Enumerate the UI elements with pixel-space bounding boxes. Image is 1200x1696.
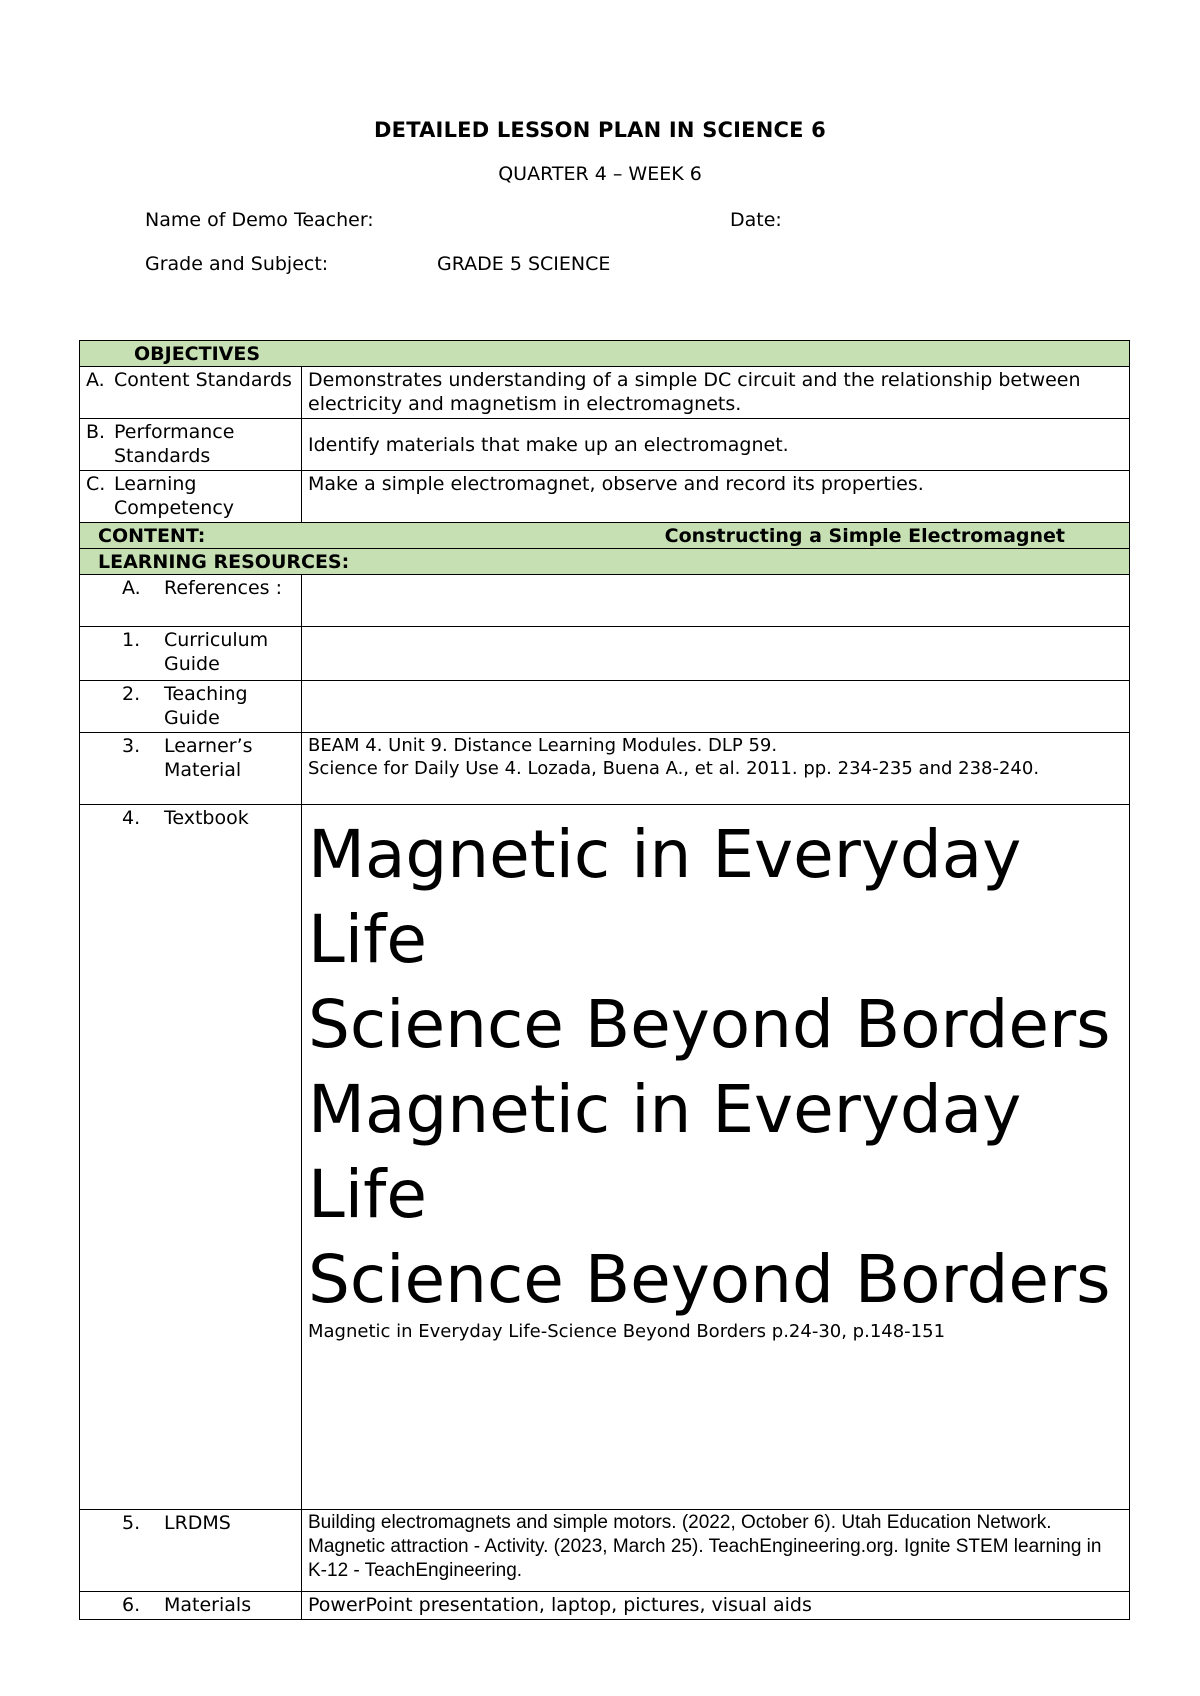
document-title: DETAILED LESSON PLAN IN SCIENCE 6 [374, 118, 826, 142]
objectives-header-row [80, 341, 1130, 367]
objective-key: A. [86, 369, 105, 391]
learners-material-key: 3. [122, 735, 141, 757]
materials-key: 6. [122, 1594, 141, 1616]
teaching-guide-label: Teaching Guide [164, 683, 248, 729]
objective-value: Identify materials that make up an electromagnet. [302, 419, 1130, 471]
objective-label-cell [80, 471, 302, 523]
teaching-guide-row [80, 681, 1130, 733]
objective-label-cell [80, 419, 302, 471]
textbook-row [80, 805, 1130, 1510]
curriculum-guide-label-cell [80, 627, 302, 681]
lrdms-label: LRDMS [164, 1512, 231, 1534]
objective-key: C. [86, 473, 106, 495]
learners-material-label-cell [80, 733, 302, 805]
objectives-heading: OBJECTIVES [80, 341, 1130, 367]
objective-value: Demonstrates understanding of a simple DC circuit and the relationship between electricity and magnetism in electromagnets. [302, 367, 1130, 419]
objective-row [80, 419, 1130, 471]
resources-header-row [80, 549, 1130, 575]
content-row [80, 523, 1130, 549]
date-label: Date: [730, 209, 782, 231]
textbook-footnote: Magnetic in Everyday Life-Science Beyond Borders p.24-30, p.148-151 [308, 1321, 946, 1342]
learners-material-line1: BEAM 4. Unit 9. Distance Learning Modules. DLP 59. [308, 735, 778, 756]
lrdms-value: Building electromagnets and simple motors. (2022, October 6). Utah Education Network. Magnetic attraction - Activity. (2023, March 25). TeachEngineering.org. Ignite STEM learning in K-12 - TeachEngineering. [302, 1510, 1130, 1592]
resources-heading: LEARNING RESOURCES: [80, 549, 1130, 575]
teaching-guide-value [302, 681, 1130, 733]
lesson-plan-table [79, 340, 1130, 1620]
references-key: A. [122, 577, 141, 599]
grade-subject-label: Grade and Subject: [145, 253, 329, 275]
curriculum-guide-row [80, 627, 1130, 681]
learners-material-line2: Science for Daily Use 4. Lozada, Buena A., et al. 2011. pp. 234-235 and 238-240. [308, 758, 1040, 779]
document-subtitle: QUARTER 4 – WEEK 6 [498, 163, 702, 185]
objective-key: B. [86, 421, 106, 443]
objective-label-cell [80, 367, 302, 419]
references-label-cell [80, 575, 302, 627]
teacher-name-label: Name of Demo Teacher: [145, 209, 374, 231]
objective-value: Make a simple electromagnet, observe and record its properties. [302, 471, 1130, 523]
content-label: CONTENT: [98, 525, 206, 547]
references-value [302, 575, 1130, 627]
textbook-cell [302, 805, 1130, 1510]
lrdms-label-cell [80, 1510, 302, 1592]
learners-material-label: Learner’s Material [164, 735, 253, 781]
lrdms-key: 5. [122, 1512, 141, 1534]
lrdms-row [80, 1510, 1130, 1592]
curriculum-guide-value [302, 627, 1130, 681]
textbook-big-line: Magnetic in Everyday Life [308, 816, 1022, 978]
content-value: Constructing a Simple Electromagnet [664, 525, 1065, 547]
objective-label: Learning Competency [114, 473, 235, 519]
objective-label: Performance Standards [114, 421, 235, 467]
objective-row [80, 367, 1130, 419]
materials-value: PowerPoint presentation, laptop, pictures, visual aids [302, 1592, 1130, 1620]
textbook-big-line: Magnetic in Everyday Life [308, 1071, 1022, 1233]
grade-subject-value: GRADE 5 SCIENCE [437, 253, 611, 275]
learners-material-cell [302, 733, 1130, 805]
teaching-guide-label-cell [80, 681, 302, 733]
references-row [80, 575, 1130, 627]
learners-material-row [80, 733, 1130, 805]
references-label: References : [164, 577, 283, 599]
materials-row [80, 1592, 1130, 1620]
teaching-guide-key: 2. [122, 683, 141, 705]
materials-label: Materials [164, 1594, 252, 1616]
textbook-key: 4. [122, 807, 141, 829]
curriculum-guide-label: Curriculum Guide [164, 629, 269, 675]
objective-row [80, 471, 1130, 523]
objective-label: Content Standards [114, 369, 292, 391]
materials-label-cell [80, 1592, 302, 1620]
content-cell [80, 523, 1130, 549]
textbook-label: Textbook [164, 807, 249, 829]
curriculum-guide-key: 1. [122, 629, 141, 651]
textbook-label-cell [80, 805, 302, 1510]
textbook-big-line: Science Beyond Borders [308, 1241, 1111, 1318]
textbook-big-line: Science Beyond Borders [308, 986, 1111, 1063]
